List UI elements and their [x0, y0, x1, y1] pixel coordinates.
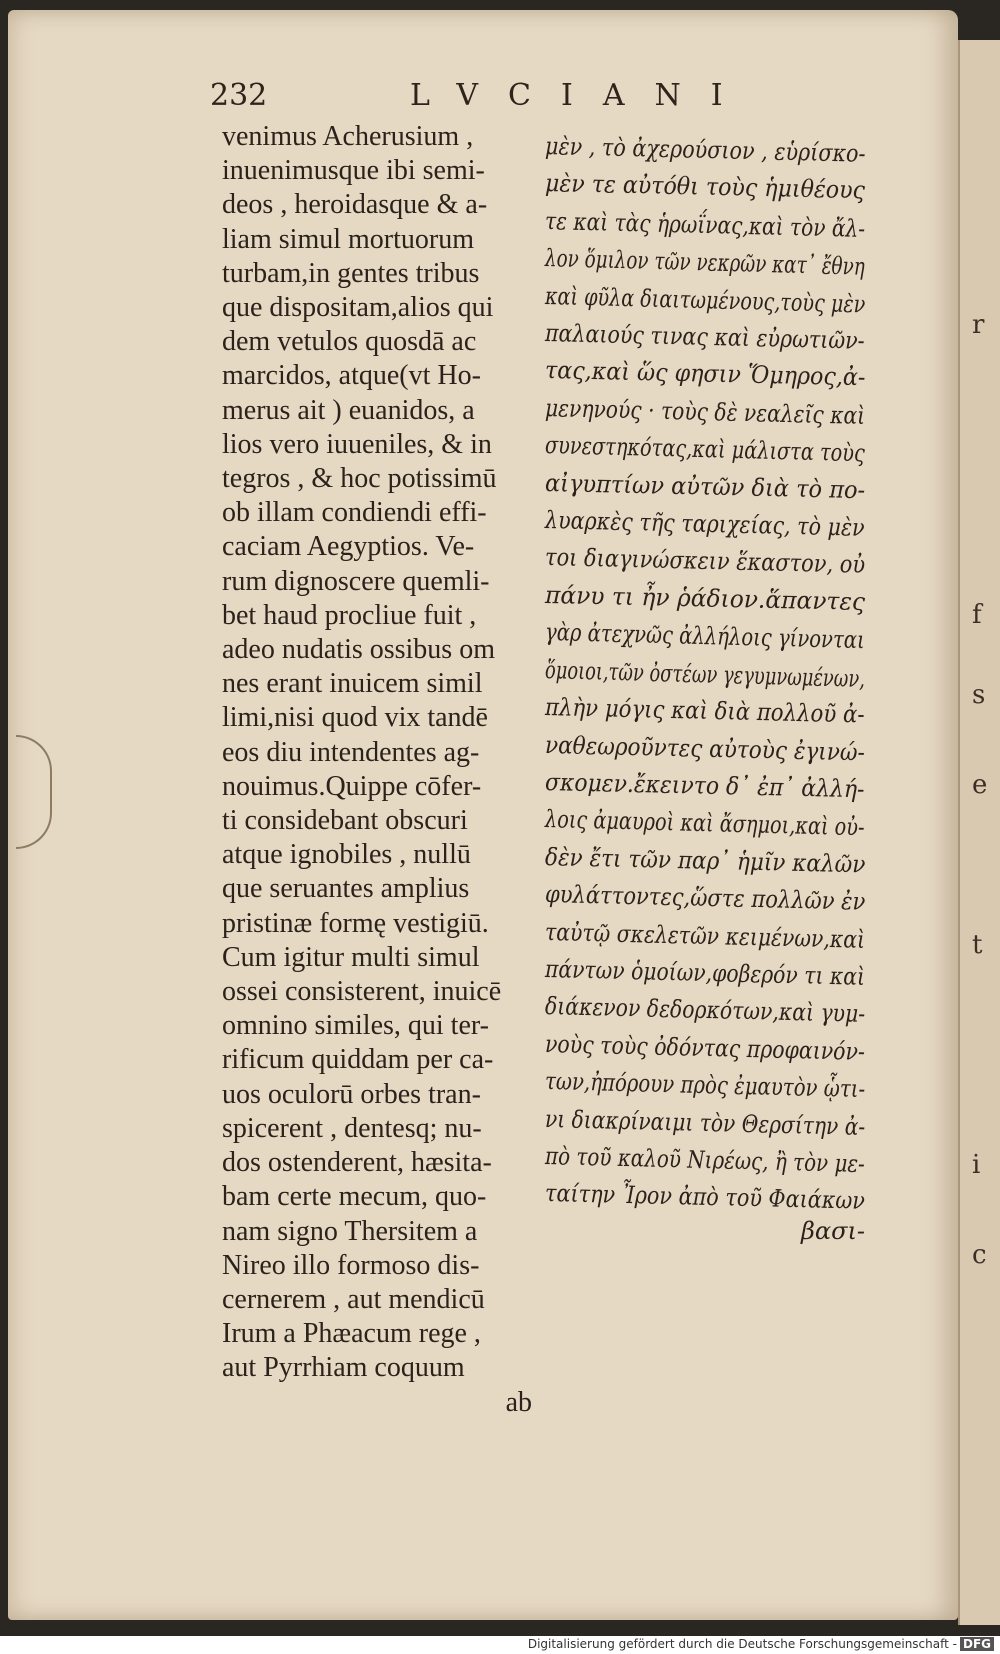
- greek-line: νι διακρίναιμι τὸν Θερσίτην ἀ-: [544, 1104, 866, 1141]
- greek-line: αἰγυπτίων αὐτῶν διὰ τὸ πο-: [544, 468, 866, 504]
- edge-letter: e: [972, 770, 988, 800]
- edge-letter: t: [972, 930, 983, 960]
- latin-line: atque ignobiles , nullū: [222, 839, 471, 871]
- greek-line: ὅμοιοι,τῶν ὀστέων γεγυμνωμένων,: [544, 655, 866, 693]
- latin-line: deos , heroidasque & a-: [222, 189, 488, 221]
- greek-line: παλαιούς τινας καὶ εὐρωτιῶν-: [544, 319, 865, 355]
- latin-line: nouimus.Quippe cōfer-: [222, 770, 482, 802]
- latin-line: liam simul mortuorum: [222, 223, 474, 255]
- latin-line: ossei consisterent, inuicē: [222, 976, 502, 1008]
- greek-line: λυαρκὲς τῆς ταριχείας, τὸ μὲν: [544, 506, 865, 542]
- edge-letter: r: [972, 310, 985, 340]
- latin-line: rificum quiddam per ca-: [222, 1044, 494, 1076]
- greek-line: καὶ φῦλα διαιτωμένους,τοὺς μὲν: [544, 281, 866, 319]
- running-head: [210, 78, 753, 113]
- greek-line: συνεστηκότας,καὶ μάλιστα τοὺς: [544, 431, 866, 468]
- greek-line: πάνυ τι ἦν ῥάδιον.ἅπαντες: [544, 580, 866, 616]
- greek-line: μὲν τε αὐτόθι τοὺς ἡμιθέους: [544, 169, 866, 205]
- greek-line: πάντων ὁμοίων,φοβερόν τι καὶ: [544, 954, 866, 991]
- greek-line: λοις ἀμαυροὶ καὶ ἄσημοι,καὶ οὐ-: [544, 805, 865, 842]
- greek-line: λον ὅμιλον τῶν νεκρῶν κατ᾽ ἔθνη: [544, 244, 865, 281]
- edge-letter: i: [972, 1150, 981, 1180]
- footer-band: [0, 1636, 1000, 1654]
- latin-line: omnino similes, qui ter-: [222, 1010, 489, 1042]
- greek-line: φυλάττοντες,ὥστε πολλῶν ἐν: [544, 880, 866, 916]
- greek-line: τας,καὶ ὥς φησιν Ὅμηρος,ἀ-: [544, 356, 866, 392]
- latin-line: que dispositam,alios qui: [222, 292, 494, 324]
- edge-letter: c: [972, 1240, 987, 1270]
- latin-line: aut Pyrrhiam coquum: [222, 1352, 465, 1384]
- greek-line: ταίτην Ἶρον ἀπὸ τοῦ Φαιάκων: [544, 1179, 866, 1216]
- latin-line: limi,nisi quod vix tandē: [222, 702, 488, 734]
- latin-line: Nireo illo formoso dis-: [222, 1249, 480, 1281]
- latin-line: tegros , & hoc potissimū: [222, 463, 497, 495]
- greek-line: τε καὶ τὰς ἡρωΐνας,καὶ τὸν ἄλ-: [544, 206, 866, 243]
- greek-line: ταὐτῷ σκελετῶν κειμένων,καὶ: [544, 917, 866, 954]
- greek-line: μενηνούς · τοὺς δὲ νεαλεῖς καὶ: [544, 393, 866, 430]
- facing-page-edge: [958, 40, 1000, 1625]
- tab-mark: [16, 735, 52, 849]
- greek-line: διάκενον δεδορκότων,καὶ γυμ-: [544, 992, 866, 1029]
- greek-line: γὰρ ἀτεχνῶς ἀλλήλοις γίνονται: [544, 618, 865, 655]
- latin-line: Cum igitur multi simul: [222, 941, 480, 973]
- latin-line: spicerent , dentesq; nu-: [222, 1112, 482, 1144]
- footer-credit-text: Digitalisierung gefördert durch die Deutsche Forschungsgemeinschaft -: [527, 1637, 957, 1651]
- latin-line: ti considebant obscuri: [222, 805, 468, 837]
- greek-line: πὸ τοῦ καλοῦ Νιρέως, ἢ τὸν με-: [544, 1141, 866, 1179]
- latin-line: inuenimusque ibi semi-: [222, 155, 485, 187]
- latin-line: marcidos, atque(vt Ho-: [222, 360, 481, 392]
- latin-line: nes erant inuicem simil: [222, 668, 483, 700]
- latin-line: turbam,in gentes tribus: [222, 257, 480, 289]
- greek-line: δὲν ἔτι τῶν παρ᾽ ἡμῖν καλῶν: [544, 842, 866, 879]
- greek-line: τοι διαγινώσκειν ἕκαστον, οὐ: [544, 543, 866, 580]
- latin-line: cernerem , aut mendicū: [222, 1283, 485, 1315]
- greek-line: των,ἠπόρουν πρὸς ἐμαυτὸν ᾧτι-: [544, 1067, 866, 1104]
- latin-line: lios vero iuueniles, & in: [222, 428, 492, 460]
- latin-line: pristinæ formę vestigiū.: [222, 907, 489, 939]
- dfg-logo: DFG: [960, 1637, 994, 1651]
- catchword: ab: [505, 1386, 532, 1418]
- page-number: 232: [210, 78, 268, 113]
- latin-line: uos oculorū orbes tran-: [222, 1078, 481, 1110]
- latin-line: adeo nudatis ossibus om: [222, 634, 495, 666]
- latin-line: merus ait ) euanidos, a: [222, 394, 475, 426]
- greek-line: πλὴν μόγις καὶ διὰ πολλοῦ ἀ-: [544, 693, 865, 729]
- greek-line: σκομεν.ἔκειντο δ᾽ ἐπ᾽ ἀλλή-: [544, 767, 865, 804]
- greek-line: νοὺς τοὺς ὀδόντας προφαινόν-: [544, 1029, 866, 1066]
- catchword: βασι-: [801, 1216, 865, 1245]
- latin-column: [222, 120, 542, 1420]
- latin-line: bet haud procliue fuit ,: [222, 599, 477, 631]
- greek-line: ναθεωροῦντες αὐτοὺς ἐγινώ-: [544, 730, 866, 766]
- latin-line: rum dignoscere quemli-: [222, 565, 490, 597]
- latin-line: venimus Acherusium ,: [222, 121, 474, 152]
- latin-line: eos diu intendentes ag-: [222, 736, 480, 768]
- edge-letter: f: [972, 600, 982, 630]
- running-title: LVCIANI: [410, 78, 753, 113]
- greek-column: [545, 128, 915, 1250]
- latin-line: Irum a Phæacum rege ,: [222, 1318, 481, 1350]
- latin-line: bam certe mecum, quo-: [222, 1181, 487, 1213]
- latin-line: nam signo Thersitem a: [222, 1215, 478, 1247]
- latin-line: ob illam condiendi effi-: [222, 497, 487, 529]
- footer-credit: [528, 1637, 994, 1651]
- latin-line: dos ostenderent, hæsita-: [222, 1147, 492, 1179]
- latin-line: que seruantes amplius: [222, 873, 470, 905]
- latin-line: dem vetulos quosdā ac: [222, 326, 477, 358]
- greek-line: μὲν , τὸ ἀχερούσιον , εὑρίσκο-: [544, 132, 866, 168]
- latin-line: caciam Aegyptios. Ve-: [222, 531, 475, 563]
- edge-letter: s: [972, 680, 986, 710]
